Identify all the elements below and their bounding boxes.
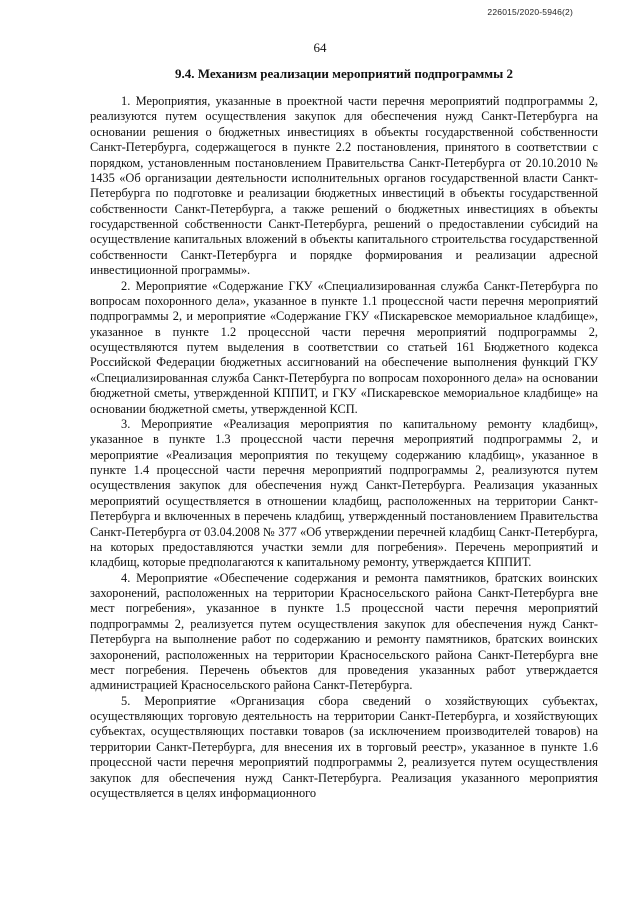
paragraph-2: 2. Мероприятие «Содержание ГКУ «Специализированная служба Санкт-Петербурга по вопросам похоронного дела», указанное в пункте 1.1 процессной части перечня мероприятий подпрограммы 2, и мероприятие «Содержание ГКУ «Пискаревское мемориальное кладбище», указанное в пункте 1.2 процессной части перечня мероприятий подпрограммы 2, осуществляются путем выделения в соответствии со статьей 161 Бюджетного кодекса Российской Федерации бюджетных ассигнований на обеспечение выполнения функций ГКУ «Специализированная служба Санкт-Петербурга по вопросам похоронного дела» на основании бюджетной сметы, утвержденной КППИТ, и ГКУ «Пискаревское мемориальное кладбище» на основании бюджетной сметы, утвержденной КСП. (90, 278, 598, 416)
paragraph-5: 5. Мероприятие «Организация сбора сведений о хозяйствующих субъектах, осуществляющих торговую деятельность на территории Санкт-Петербурга, и хозяйствующих субъектах, осуществляющих поставки товаров (за исключением производителей товаров) на территории Санкт-Петербурга, для внесения их в торговый реестр», указанное в пункте 1.6 процессной части перечня мероприятий подпрограммы 2, реализуется путем осуществления закупок для обеспечения нужд Санкт-Петербурга. Реализация указанного мероприятия осуществляется в целях информационного (90, 693, 598, 800)
paragraph-3: 3. Мероприятие «Реализация мероприятия по капитальному ремонту кладбищ», указанное в пункте 1.3 процессной части перечня мероприятий подпрограммы 2, и мероприятие «Реализация мероприятия по текущему содержанию кладбищ», указанное в пункте 1.4 процессной части перечня мероприятий подпрограммы 2, реализуются путем осуществления закупок для обеспечения нужд Санкт-Петербурга. Реализация указанных мероприятий осуществляется в отношении кладбищ, расположенных на территории Санкт-Петербурга и включенных в перечень кладбищ, утвержденный постановлением Правительства Санкт-Петербурга от 03.04.2008 № 377 «Об утверждении перечней кладбищ Санкт-Петербурга, на которых предоставляются участки земли для погребения». Перечень мероприятий и кладбищ, которые предполагаются к капитальному ремонту, утверждается КППИТ. (90, 416, 598, 570)
page-number: 64 (313, 40, 327, 55)
paragraph-1: 1. Мероприятия, указанные в проектной части перечня мероприятий подпрограммы 2, реализуются путем осуществления закупок для обеспечения нужд Санкт-Петербурга на основании решения о бюджетных инвестициях в объекты государственной собственности Санкт-Петербурга, содержащегося в пункте 2.2 постановления, принятого в соответствии с порядком, установленным постановлением Правительства Санкт-Петербурга от 20.10.2010 № 1435 «Об организации деятельности исполнительных органов государственной власти Санкт-Петербурга по подготовке и реализации бюджетных инвестиций в объекты государственной собственности Санкт-Петербурга, а также решений о бюджетных инвестициях в объекты государственной собственности Санкт-Петербурга, решений о предоставлении субсидий на осуществление капитальных вложений в объекты капитального строительства государственной собственности Санкт-Петербурга и порядке формирования и реализации адресной инвестиционной программы». (90, 94, 598, 278)
document-body (90, 94, 598, 801)
paragraph-4: 4. Мероприятие «Обеспечение содержания и ремонта памятников, братских воинских захоронений, расположенных на территории Красносельского района Санкт-Петербурга вне мест погребения», указанное в пункте 1.5 процессной части перечня мероприятий подпрограммы 2, реализуется путем осуществления закупок для обеспечения нужд Санкт-Петербурга на выполнение работ по содержанию и ремонту памятников, братских воинских захоронений, расположенных на территории Красносельского района Санкт-Петербурга вне мест погребения. Перечень объектов для проведения указанных работ утверждается администрацией Красносельского района Санкт-Петербурга. (90, 570, 598, 693)
section-title: 9.4. Механизм реализации мероприятий подпрограммы 2 (174, 66, 514, 81)
document-id: 226015/2020-5946(2) (487, 7, 573, 17)
